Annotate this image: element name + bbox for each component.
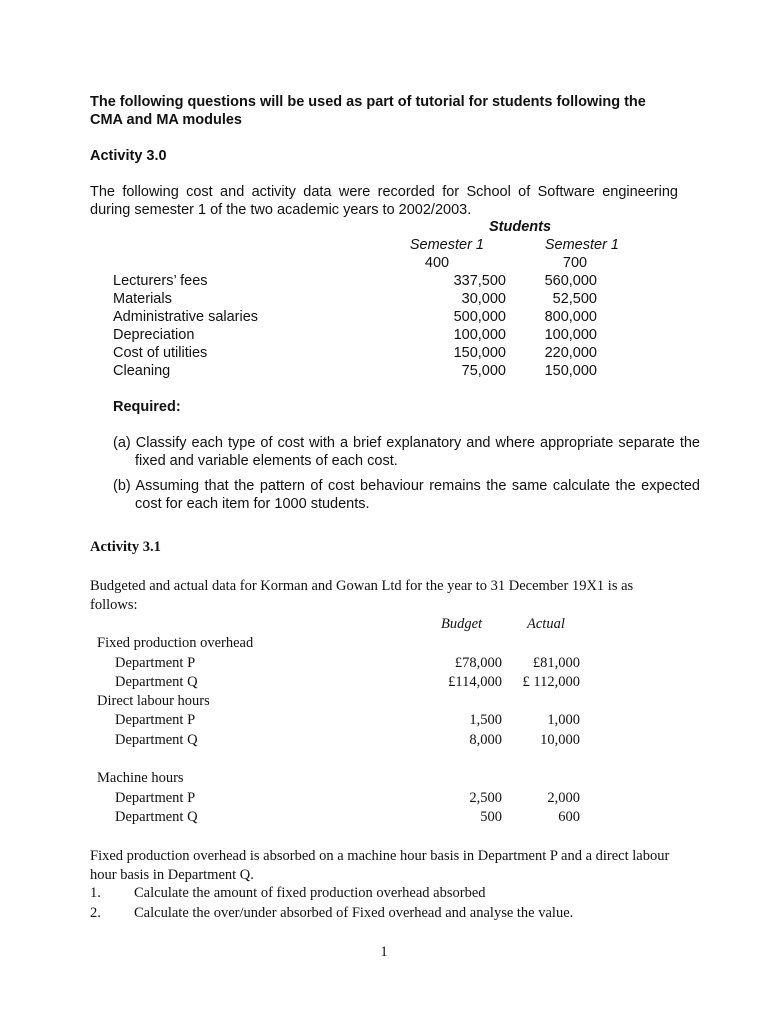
budget-value: 1,500 xyxy=(469,712,502,728)
intro-line-2: CMA and MA modules xyxy=(90,112,242,128)
budget-value: 2,500 xyxy=(469,790,502,806)
cost-row-value-2: 220,000 xyxy=(544,345,597,361)
cost-row-value-1: 30,000 xyxy=(461,291,506,307)
activity-3-1-intro: Budgeted and actual data for Korman and Gowan Ltd for the year to 31 December 19X1 is as follows: xyxy=(90,578,634,613)
activity-3-0-intro: The following cost and activity data were recorded for School of Software engineering during semester 1 of the two academic years to 2002/2003. xyxy=(90,184,678,218)
cost-row-value-1: 100,000 xyxy=(453,327,506,343)
cost-row-value-2: 800,000 xyxy=(544,309,597,325)
budget-value: £114,000 xyxy=(448,674,502,690)
student-count-2: 700 xyxy=(562,255,588,271)
table-row-label: Department P xyxy=(115,712,196,728)
cost-row-value-2: 150,000 xyxy=(544,363,597,379)
required-label: Required: xyxy=(113,399,181,415)
group-label-direct-labour: Direct labour hours xyxy=(97,693,210,709)
activity-3-1-heading: Activity 3.1 xyxy=(90,539,161,555)
actual-value: 1,000 xyxy=(547,712,580,728)
budget-value: £78,000 xyxy=(454,655,502,671)
group-label-fixed-overhead: Fixed production overhead xyxy=(97,635,254,651)
cost-row-value-1: 75,000 xyxy=(461,363,506,379)
cost-row-value-1: 150,000 xyxy=(453,345,506,361)
actual-value: 10,000 xyxy=(540,732,580,748)
student-count-1: 400 xyxy=(424,255,450,271)
task-number: 2. xyxy=(90,905,101,921)
budget-value: 8,000 xyxy=(469,732,502,748)
cost-row-label: Lecturers’ fees xyxy=(113,273,208,289)
task-number: 1. xyxy=(90,885,101,901)
required-part-b: (b) Assuming that the pattern of cost behaviour remains the same calculate the expected cost for each item for 1000 students. xyxy=(113,478,700,512)
actual-value: 600 xyxy=(558,809,580,825)
actual-value: 2,000 xyxy=(547,790,580,806)
task-text: Calculate the amount of fixed production overhead absorbed xyxy=(134,885,486,901)
required-part-a: (a) Classify each type of cost with a brief explanatory and where appropriate separate the fixed and variable elements of each cost. xyxy=(113,435,700,469)
cost-row-label: Depreciation xyxy=(113,327,195,343)
activity-3-0-heading: Activity 3.0 xyxy=(90,148,167,164)
col-header-semester-1b: Semester 1 xyxy=(544,237,619,253)
cost-row-label: Administrative salaries xyxy=(113,309,259,325)
actual-value: £81,000 xyxy=(532,655,580,671)
cost-row-label: Materials xyxy=(113,291,172,307)
table-row-label: Department P xyxy=(115,655,196,671)
actual-value: £ 112,000 xyxy=(522,674,580,690)
page-number: 1 xyxy=(380,944,388,960)
cost-row-value-1: 500,000 xyxy=(453,309,506,325)
budget-value: 500 xyxy=(480,809,502,825)
col-header-budget: Budget xyxy=(441,616,483,632)
table-row-label: Department Q xyxy=(115,809,198,825)
task-text: Calculate the over/under absorbed of Fixed overhead and analyse the value. xyxy=(134,905,574,921)
activity-3-1-closing-text: Fixed production overhead is absorbed on a machine hour basis in Department P and a direct labour hour basis in Department Q. xyxy=(90,848,670,883)
cost-row-label: Cleaning xyxy=(113,363,171,379)
cost-row-value-1: 337,500 xyxy=(453,273,506,289)
cost-row-value-2: 52,500 xyxy=(552,291,597,307)
table-row-label: Department P xyxy=(115,790,196,806)
cost-row-label: Cost of utilities xyxy=(113,345,208,361)
students-header: Students xyxy=(488,219,552,235)
col-header-actual: Actual xyxy=(527,616,565,632)
table-row-label: Department Q xyxy=(115,674,198,690)
group-label-machine-hours: Machine hours xyxy=(97,770,184,786)
table-row-label: Department Q xyxy=(115,732,198,748)
col-header-semester-1a: Semester 1 xyxy=(409,237,484,253)
intro-line-1: The following questions will be used as part of tutorial for students following the xyxy=(90,94,646,110)
cost-row-value-2: 560,000 xyxy=(544,273,597,289)
cost-row-value-2: 100,000 xyxy=(544,327,597,343)
